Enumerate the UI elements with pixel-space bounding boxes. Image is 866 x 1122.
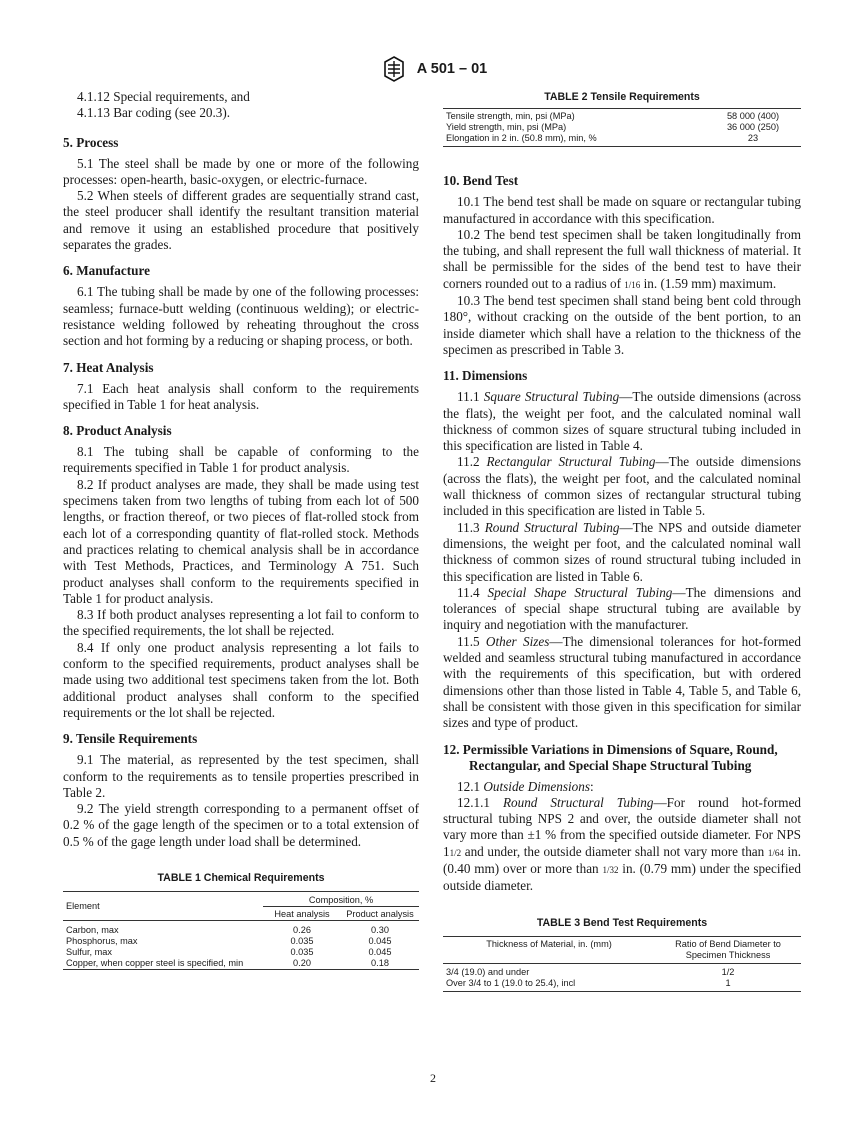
page-number: 2 [430,1071,436,1085]
table-row: Phosphorus, max 0.035 0.045 [66,936,392,947]
para-10-2: 10.2 The bend test specimen shall be taken longitudinally from the tubing, and shall represent the full wall thickness of material. It shall be permissible for the sides of the bend test to have their corners rounded out to a radius of 1/16 in. (1.59 mm) maximum. [443,226,801,291]
para-9-2: 9.2 The yield strength corresponding to a permanent offset of 0.2 % of the gage length of the specimen or to a total extension of 0.5 % of the gage length under load shall be determined. [63,801,419,849]
table-row: Sulfur, max 0.035 0.045 [66,947,392,958]
astm-logo-icon [379,56,409,82]
section-9-title: 9. Tensile Requirements [63,731,198,747]
table-1-header-element: Element [63,892,263,921]
para-9-1: 9.1 The material, as represented by the test specimen, shall conform to the requirements as to tensile properties prescribed in Table 2. [63,752,419,800]
left-column [63,89,419,970]
section-11-title: 11. Dimensions [443,368,528,384]
para-11-1: 11.1 Square Structural Tubing—The outside dimensions (across the flats), the weight per foot, and the calculated nominal wall thickness of common sizes of square structural tubing included in this specification are listed in Table 4. [443,389,802,454]
para-12-1: 12.1 Outside Dimensions: [457,778,594,794]
table-row: Carbon, max 0.26 0.30 [66,925,389,936]
section-10-title: 10. Bend Test [443,173,519,189]
table-3-header-ratio: Ratio of Bend Diameter to Specimen Thickness [675,938,781,960]
table-1-header-group: Composition, % [263,892,419,907]
para-11-2: 11.2 Rectangular Structural Tubing—The outside dimensions (across the flats), the weight per foot, and the calculated nominal wall thickness of common sizes of rectangular structural tubing included in this specification are listed in Table 5. [443,454,801,519]
table-3-header-thickness: Thickness of Material, in. (mm) [486,938,612,949]
table-row: Elongation in 2 in. (50.8 mm), min, % 23 [443,133,801,147]
table-row: Over 3/4 to 1 (19.0 to 25.4), incl 1 [443,978,801,992]
table-1-header-heat: Heat analysis [274,909,330,920]
para-11-3: 11.3 Round Structural Tubing—The NPS and outside diameter dimensions, the weight per foot, and the calculated nominal wall thickness of common sizes of round structural tubing included in this specification are listed in Table 6. [443,519,802,584]
document-designation: A 501 – 01 [416,61,488,77]
table-row: Tensile strength, min, psi (MPa) 58 000 (400) [443,109,801,123]
table-2-tensile-requirements [443,108,801,147]
para-5-1: 5.1 The steel shall be made by one or more of the following processes: open-hearth, basic-oxygen, or electric-furnace. [63,155,419,187]
table-3-bend-test-requirements [443,936,801,992]
table-2-caption: TABLE 2 Tensile Requirements [544,91,700,103]
table-1-caption: TABLE 1 Chemical Requirements [157,871,325,884]
para-12-1-1: 12.1.1 Round Structural Tubing—For round hot-formed structural tubing NPS 2 and over, the outside diameter shall not vary more than ±1 % from the specified outside diameter. For NPS 11/2 and under, the outside diameter shall not vary more than 1/64 in. (0.40 mm) over or more than 1/32 in. (0.79 mm) under the specified outside diameter. [443,794,802,894]
section-8-title: 8. Product Analysis [63,423,172,439]
table-1-header-product: Product analysis [346,909,414,920]
para-11-4: 11.4 Special Shape Structural Tubing—The dimensions and tolerances of special shape structural tubing are available by inquiry and negotiation with the manufacturer. [443,584,802,633]
section-5-title: 5. Process [63,134,119,150]
table-3-caption: TABLE 3 Bend Test Requirements [536,916,708,929]
para-8-2: 8.2 If product analyses are made, they shall be made using test specimens taken from two lengths of tubing from each lot of 500 lengths, or fraction thereof, or two pieces of flat-rolled stock from each lot of a corresponding quantity of flat-rolled stock. Methods and practices relating to chemical analysis shall be in accordance with Test Methods, Practices, and Terminology A 751. Such product analyses shall conform to the requirements specified in Table 1 for product analysis. [63,476,419,606]
section-6-title: 6. Manufacture [63,263,150,279]
page-header [0,56,866,82]
para-5-2: 5.2 When steels of different grades are sequentially strand cast, the steel producer shall identify the resultant transition material and remove it using an established procedure that positively separates the grades. [63,188,419,253]
para-8-3: 8.3 If both product analyses representing a lot fail to conform to the specified requirements, the lot shall be rejected. [63,607,419,639]
table-1-chemical-requirements [63,891,419,970]
right-column [443,89,801,992]
para-10-1: 10.1 The bend test shall be made on square or rectangular tubing manufactured in accordance with this specification. [443,194,801,226]
para-6-1: 6.1 The tubing shall be made by one of the following processes: seamless; furnace-butt welding (continuous welding); or electric-resistance welding followed by reheating throughout the cross section and hot forming by a reducing or shaping process, or both. [63,284,419,349]
section-12-title: 12. Permissible Variations in Dimensions of Square, Round, Rectangular, and Special Shape Structural Tubing [443,741,778,773]
para-11-5: 11.5 Other Sizes—The dimensional tolerances for hot-formed welded and seamless structural tubing manufactured in accordance with the requirements of this specification, but with ordered dimensions other than those listed in Table 4, Table 5, and Table 6, shall be consistent with those given in this specification for similar sizes and type of product. [443,633,801,731]
para-8-1: 8.1 The tubing shall be capable of conforming to the requirements specified in Table 1 for product analysis. [63,444,419,476]
table-row: 3/4 (19.0) and under 1/2 [446,966,735,977]
para-8-4: 8.4 If only one product analysis representing a lot fails to conform to the specified requirements, product analyses shall be made using two additional test specimens taken from the lot. Both additional product analyses shall conform to the specified requirements or the lot shall be rejected. [63,639,419,720]
table-row: Yield strength, min, psi (MPa) 36 000 (250) [446,122,780,133]
para-4-1-12: 4.1.12 Special requirements, and [77,89,250,104]
table-row: Copper, when copper steel is specified, min 0.20 0.18 [63,958,419,970]
para-7-1: 7.1 Each heat analysis shall conform to the requirements specified in Table 1 for heat analysis. [63,380,419,412]
para-4-1-13: 4.1.13 Bar coding (see 20.3). [77,105,231,121]
section-7-title: 7. Heat Analysis [63,359,154,375]
para-10-3: 10.3 The bend test specimen shall stand being bent cold through 180°, without cracking on the outside of the bent portion, to an inside diameter which shall have a relation to the thickness of the specimen as prescribed in Table 3. [443,293,801,357]
